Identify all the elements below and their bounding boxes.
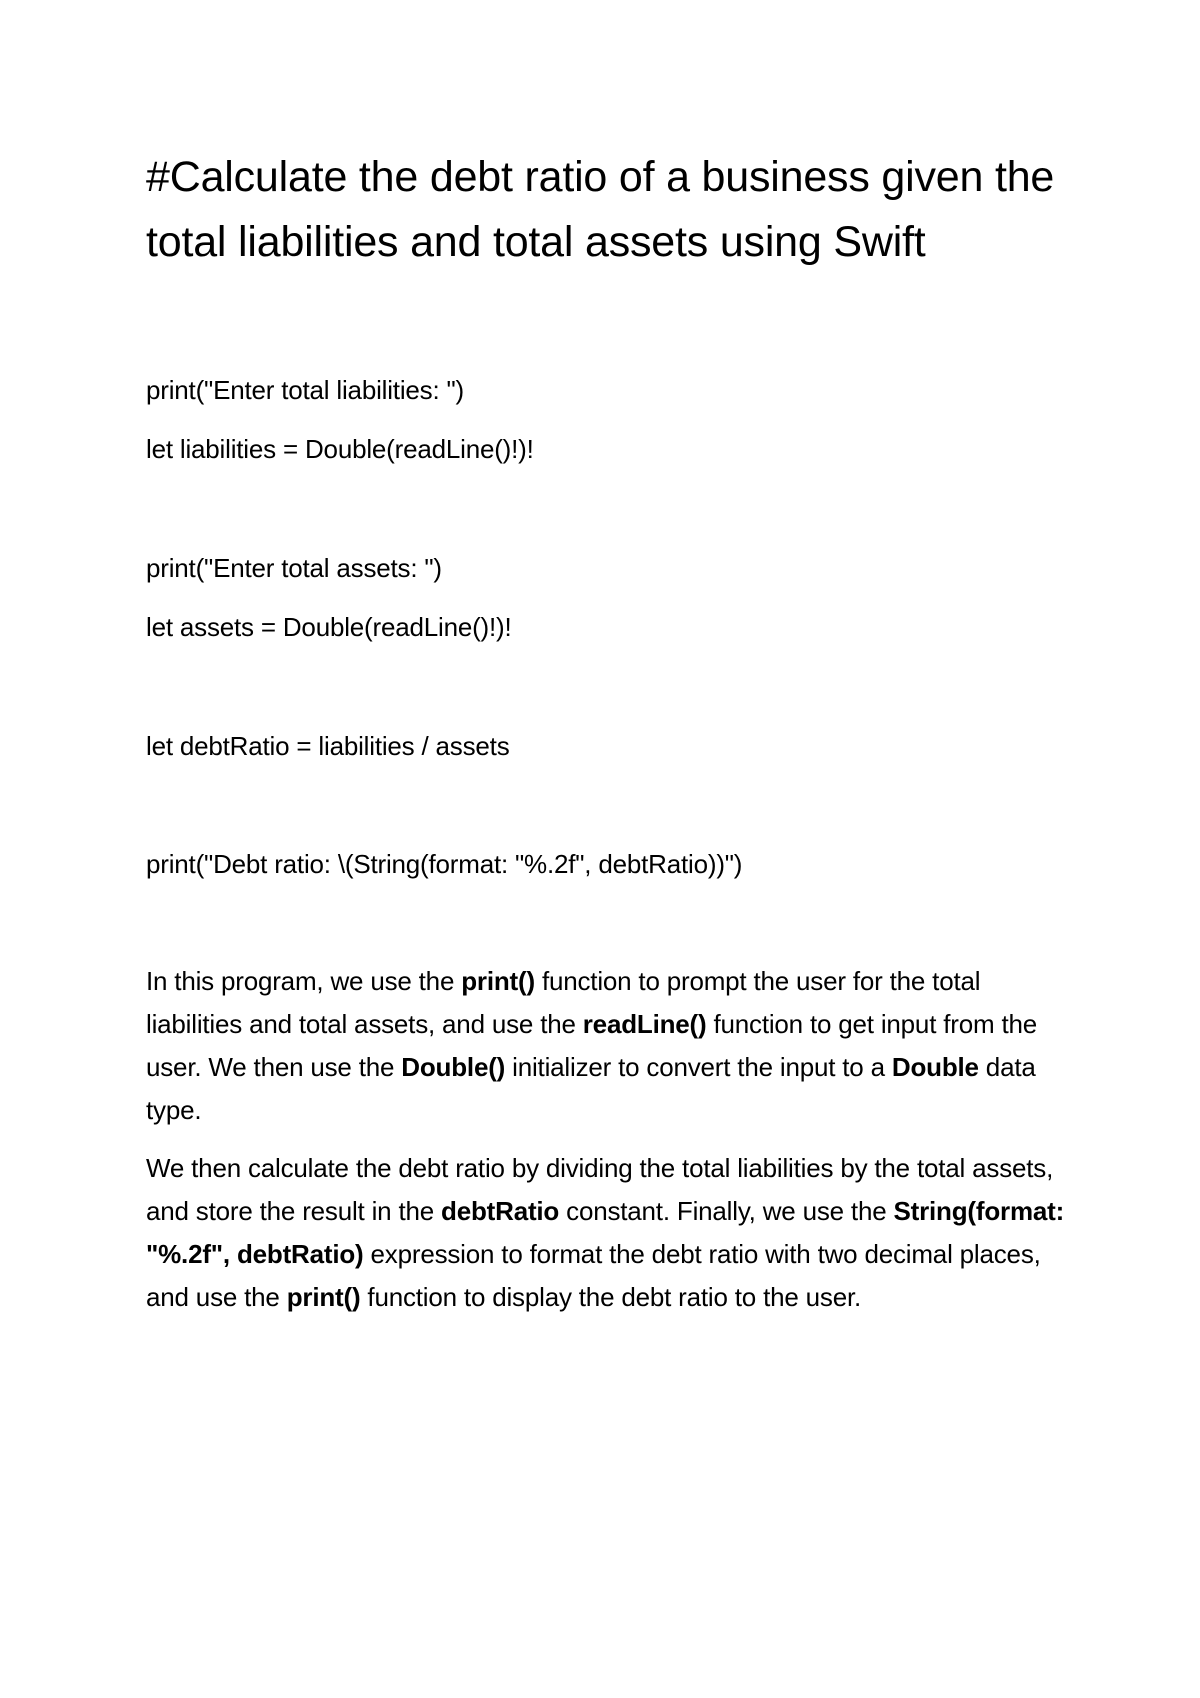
code-line: print("Debt ratio: \(String(format: "%.2f", debtRatio))")	[146, 849, 743, 879]
code-line: let liabilities = Double(readLine()!)!	[146, 434, 534, 464]
code-line: let assets = Double(readLine()!)!	[146, 612, 512, 642]
paragraph-text: function to display the debt ratio to the user.	[360, 1282, 862, 1312]
bold-term: debtRatio	[441, 1196, 560, 1226]
document-title: #Calculate the debt ratio of a business given the total liabilities and total assets using Swift	[146, 153, 1055, 266]
code-line: let debtRatio = liabilities / assets	[146, 731, 510, 761]
explanation-paragraph	[146, 1147, 1066, 1319]
bold-term: String(format: "%.2f", debtRatio)	[146, 1196, 1065, 1269]
paragraph-text: data type.	[146, 1052, 1036, 1125]
bold-term: Double	[891, 1052, 979, 1082]
paragraph-text: function to prompt the user for the total liabilities and total assets, and use the	[146, 966, 981, 1039]
bold-term: readLine()	[582, 1009, 707, 1039]
code-line: print("Enter total liabilities: ")	[146, 375, 464, 405]
paragraph-text: initializer to convert the input to a	[505, 1052, 892, 1082]
paragraph-text: function to get input from the user. We then use the	[146, 1009, 1038, 1082]
bold-term: print()	[286, 1282, 361, 1312]
explanation-paragraph	[146, 960, 1066, 1132]
paragraph-text: We then calculate the debt ratio by dividing the total liabilities by the total assets, and store the result in the	[146, 1153, 1054, 1226]
bold-term: print()	[461, 966, 535, 996]
paragraph-text: constant. Finally, we use the	[559, 1196, 894, 1226]
code-line: print("Enter total assets: ")	[146, 553, 442, 583]
paragraph-text: expression to format the debt ratio with two decimal places, and use the	[146, 1239, 1041, 1312]
bold-term: Double()	[401, 1052, 506, 1082]
paragraph-text: In this program, we use the	[146, 966, 462, 996]
